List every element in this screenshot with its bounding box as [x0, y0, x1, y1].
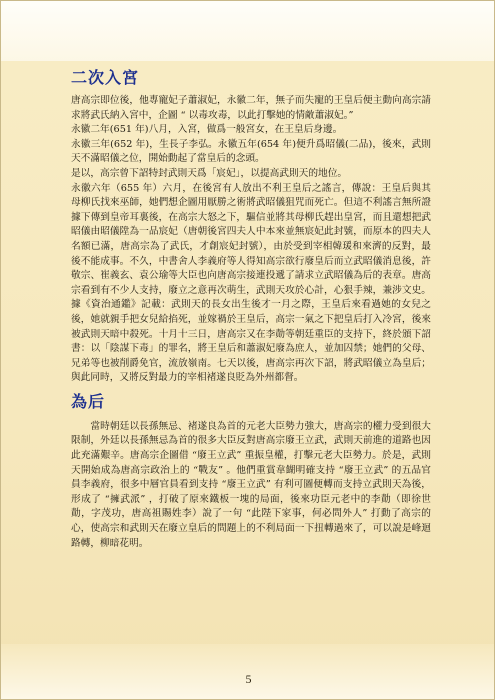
paragraph: 唐高宗即位後，他專寵妃子蕭淑妃，永徽二年，無子而失寵的王皇后便主動向高宗請求將武氏納入宮中，企圖 “ 以毒攻毒，以此打擊她的情敵蕭淑妃。”	[71, 95, 431, 121]
section-heading-container	[71, 68, 431, 88]
section-heading-becoming-empress: 為后	[71, 391, 106, 411]
paragraph: 永徽三年(652 年)，生長子李弘。永徽五年(654 年)便升爲昭儀(二品)，後來，武則天不滿昭儀之位，開始動起了當皇后的念頭。	[71, 138, 431, 165]
paragraph: 是以，高宗曾下詔特封武則天爲「宸妃」，以提高武則天的地位。	[71, 167, 348, 179]
section-heading-second-entry: 二次入宮	[71, 68, 140, 87]
page-number: 5	[245, 672, 252, 686]
paragraph: 永徽二年(651 年)八月，入宮，做爲一般宮女，在王皇后身邊。	[71, 124, 343, 136]
section-heading-container	[71, 392, 431, 414]
paragraph: 永徽六年（655 年）六月，在後宮有人放出不利王皇后之謠言，傳說：王皇后與其母柳氏找來巫師，她們想企圖用厭勝之術將武昭儀狙咒而死亡。但這不利謠言無所證據下傳到皇帝耳裏後，在高宗大怒之下，驅信並將其母柳氏趕出皇宮，而且還想把武昭儀由昭儀陞為一品宸妃（唐朝後宮四夫人中本來並無宸妃此封號，而原本的四夫人名額已滿，唐高宗為了武氏，才創宸妃封號），由於受到宰相韓瑗和來濟的反對，最後不能成事。不久，中書舍人李義府等人得知高宗欲行廢皇后而立武昭儀消息後，許敬宗、崔義玄、袁公瑜等大臣也向唐高宗接連投遞了請求立武昭儀為后的表章。唐高宗看到有不少人支持，廢立之意再次萌生，武則天攻於心計，心狠手辣，兼涉文史。據《資治通鑑》記載：武則天的長女出生後才一月之際，王皇后來看過她的女兒之後，她就親手把女兒給掐死，並嫁禍於王皇后，高宗一氣之下把皇后打入冷宮，後來被武則天暗中殺死。十月十三日，唐高宗又在李勣等朝廷重臣的支持下，終於頒下詔書：以「陰謀下毒」的罪名，將王皇后和蕭淑妃廢為庶人，並加囚禁；她們的父母、兄弟等也被削爵免官，流放嶺南。七天以後，唐高宗再次下詔，將武昭儀立為皇后；與此同時，又將反對最力的宰相褚遂良貶為外州都督。	[71, 182, 431, 384]
page-content	[71, 68, 431, 551]
paragraph: 當時朝廷以長孫無忌、褚遂良為首的元老大臣勢力強大，唐高宗的權力受到很大限制，外廷以長孫無忌為首的很多大臣反對唐高宗廢王立武，武則天前進的道路也因此充滿艱辛。唐高宗企圖借 “廢王立武” 重振皇權，打擊元老大臣勢力。於是，武則天開始成為唐高宗政治上的 “戰友” 。他們重賞韋餬明確支持 “廢王立武” 的五品官員李義府，很多中層官員看到支持 “廢王立武” 有利可圖便轉而支持立武則天為後，形成了 “擁武派” ，打破了原來鐵板一塊的局面，後來功臣元老中的李勣（即徐世勣，字茂功，唐高祖賜姓李）說了一句 “此陛下家事，何必問外人” 打動了高宗的心，使高宗和武則天在廢立皇后的問題上的不利局面一下扭轉過來了，可以說是峰迴路轉，柳暗花明。	[71, 420, 431, 549]
